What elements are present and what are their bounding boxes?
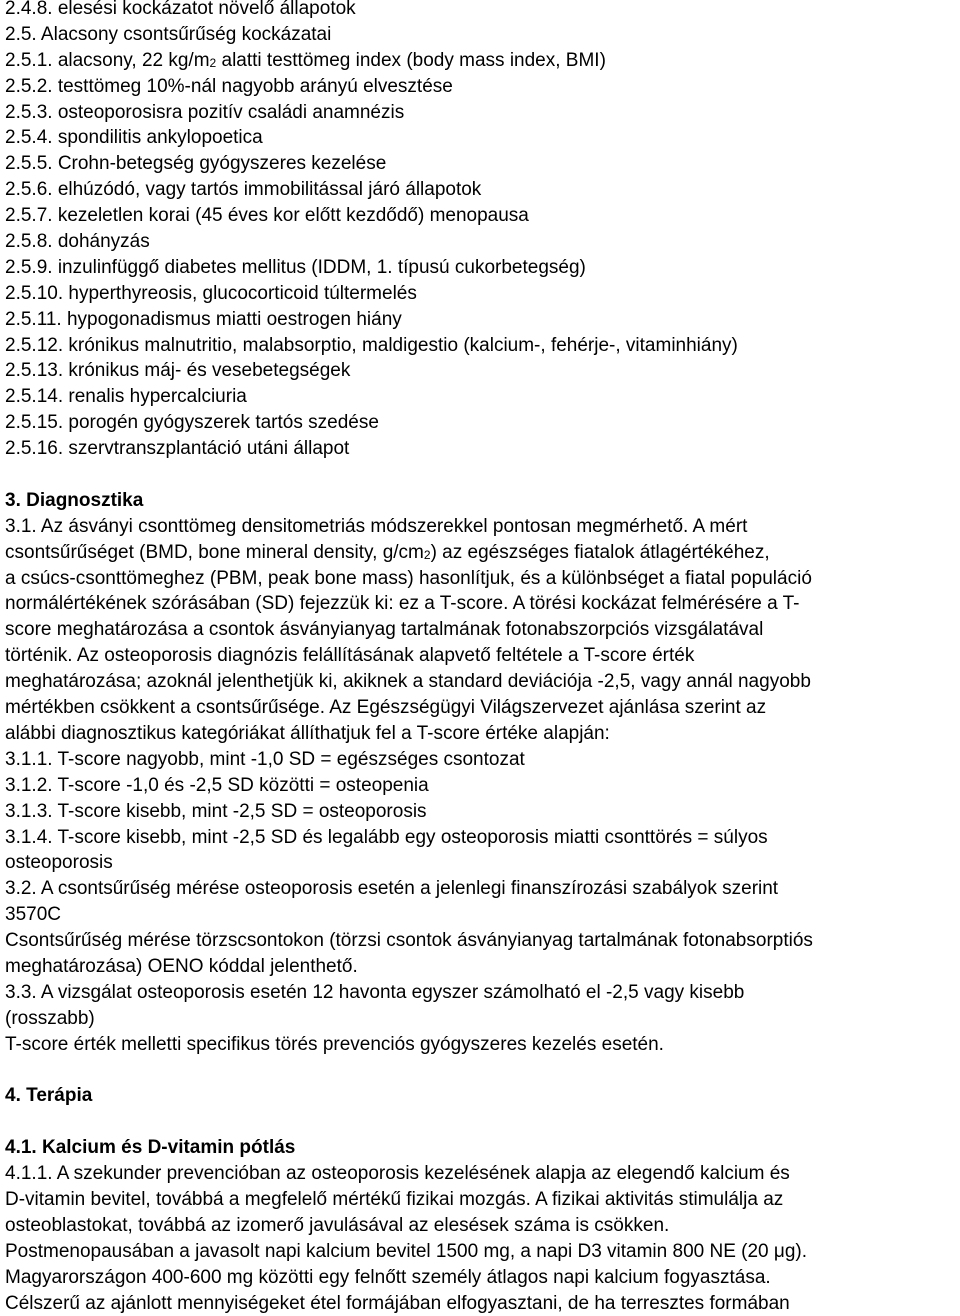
line-text: 2.5. Alacsony csontsűrűség kockázatai (5, 23, 332, 45)
text-line (5, 747, 957, 773)
line-text: (rosszabb) (5, 1007, 95, 1029)
text-line (5, 100, 957, 126)
line-text: 2.5.8. dohányzás (5, 231, 150, 253)
line-text: 3.1.1. T-score nagyobb, mint -1,0 SD = egészséges csontozat (5, 748, 525, 770)
text-line (5, 954, 957, 980)
line-text: 3570C (5, 904, 61, 926)
line-text: alábbi diagnosztikus kategóriákat állíthatjuk fel a T-score értéke alapján: (5, 722, 610, 744)
line-text-continued: alatti testtömeg index (body mass index, BMI) (216, 49, 606, 71)
text-line (5, 125, 957, 151)
text-line (5, 1291, 957, 1316)
text-line (5, 410, 957, 436)
text-line (5, 850, 957, 876)
text-line (5, 333, 957, 359)
text-line (5, 22, 957, 48)
text-line (5, 436, 957, 462)
line-text: 2.5.13. krónikus máj- és vesebetegségek (5, 360, 351, 382)
line-text: score meghatározása a csontok ásványianyag tartalmának fotonabszorpciós vizsgálatával (5, 619, 764, 641)
text-line (5, 566, 957, 592)
line-text: 2.5.3. osteoporosisra pozitív családi anamnézis (5, 101, 405, 123)
text-line (5, 229, 957, 255)
text-line (5, 203, 957, 229)
line-text: osteoblastokat, továbbá az izomerő javulásával az elesések száma is csökken. (5, 1214, 670, 1236)
text-line (5, 876, 957, 902)
text-line (5, 695, 957, 721)
text-line (5, 48, 957, 74)
line-text-continued: ) az egészséges fiatalok átlagértékéhez, (430, 541, 770, 563)
line-text: csontsűrűséget (BMD, bone mineral density, g/cm (5, 541, 424, 563)
line-text: 3.1.2. T-score -1,0 és -2,5 SD közötti = osteopenia (5, 774, 429, 796)
text-line (5, 0, 957, 22)
text-line (5, 1265, 957, 1291)
text-line (5, 980, 957, 1006)
line-text: Csontsűrűség mérése törzscsontokon (törzsi csontok ásványianyag tartalmának fotonabsorptiós (5, 930, 813, 952)
text-line (5, 307, 957, 333)
text-line (5, 721, 957, 747)
subscript-text: 2 (423, 547, 431, 562)
line-text: 3.3. A vizsgálat osteoporosis esetén 12 havonta egyszer számolható el -2,5 vagy kisebb (5, 981, 745, 1003)
text-line (5, 928, 957, 954)
text-line (5, 1239, 957, 1265)
line-text: meghatározása) OENO kóddal jelenthető. (5, 955, 358, 977)
line-text: 2.4.8. elesési kockázatot növelő állapotok (5, 0, 356, 19)
text-line (5, 825, 957, 851)
line-text: 2.5.9. inzulinfüggő diabetes mellitus (IDDM, 1. típusú cukorbetegség) (5, 256, 586, 278)
text-line (5, 74, 957, 100)
line-text: 3.2. A csontsűrűség mérése osteoporosis esetén a jelenlegi finanszírozási szabályok szerint (5, 878, 779, 900)
text-line (5, 591, 957, 617)
line-text: 2.5.14. renalis hypercalciuria (5, 386, 247, 408)
blank-line (5, 1058, 957, 1084)
text-line (5, 358, 957, 384)
text-line (5, 1213, 957, 1239)
line-text: 3. Diagnosztika (5, 489, 144, 511)
line-text: Célszerű az ajánlott mennyiségeket étel formájában elfogyasztani, de ha terresztes formában (5, 1292, 790, 1314)
text-line (5, 773, 957, 799)
document-page (5, 0, 957, 1316)
line-text: 3.1. Az ásványi csonttömeg densitometriás módszerekkel pontosan megmérhető. A mért (5, 515, 748, 537)
text-line (5, 384, 957, 410)
section-heading (5, 488, 957, 514)
text-line (5, 643, 957, 669)
text-line (5, 540, 957, 566)
line-text: 2.5.7. kezeletlen korai (45 éves kor előtt kezdődő) menopausa (5, 205, 529, 227)
line-text: 2.5.15. porogén gyógyszerek tartós szedése (5, 412, 379, 434)
line-text: osteoporosis (5, 852, 113, 874)
line-text: mértékben csökkent a csontsűrűsége. Az Egészségügyi Világszervezet ajánlása szerint az (5, 697, 767, 719)
text-line (5, 514, 957, 540)
line-text: Magyarországon 400-600 mg közötti egy felnőtt személy átlagos napi kalcium fogyasztása. (5, 1266, 771, 1288)
line-text: a csúcs-csonttömeghez (PBM, peak bone mass) hasonlítjuk, és a különbséget a fiatal populáció (5, 567, 812, 589)
line-text: 4.1. Kalcium és D-vitamin pótlás (5, 1137, 296, 1159)
text-line (5, 617, 957, 643)
text-line (5, 902, 957, 928)
line-text: 2.5.2. testtömeg 10%-nál nagyobb arányú elvesztése (5, 75, 453, 97)
line-text: 2.5.16. szervtranszplantáció utáni állapot (5, 438, 350, 460)
line-text: Postmenopausában a javasolt napi kalcium bevitel 1500 mg, a napi D3 vitamin 800 NE (20 μg). (5, 1240, 808, 1262)
line-text: 2.5.5. Crohn-betegség gyógyszeres kezelése (5, 153, 387, 175)
text-line (5, 669, 957, 695)
line-text: 2.5.1. alacsony, 22 kg/m (5, 49, 210, 71)
line-text: 2.5.4. spondilitis ankylopoetica (5, 127, 263, 149)
text-line (5, 1032, 957, 1058)
line-text: 2.5.11. hypogonadismus miatti oestrogen hiány (5, 308, 402, 330)
line-text: történik. Az osteoporosis diagnózis felállításának alapvető feltétele a T-score érték (5, 645, 695, 667)
blank-line (5, 462, 957, 488)
text-line (5, 799, 957, 825)
line-text: D-vitamin bevitel, továbbá a megfelelő mértékű fizikai mozgás. A fizikai aktivitás stimulálja az (5, 1188, 784, 1210)
text-line (5, 1006, 957, 1032)
line-text: T-score érték melletti specifikus törés prevenciós gyógyszeres kezelés esetén. (5, 1033, 664, 1055)
line-text: normálértékének szórásában (SD) fejezzük ki: ez a T-score. A törési kockázat felmérésére a T- (5, 593, 800, 615)
line-text: 4. Terápia (5, 1085, 93, 1107)
text-line (5, 255, 957, 281)
line-text: meghatározása; azoknál jelenthetjük ki, akiknek a standard deviációja -2,5, vagy annál nagyobb (5, 671, 811, 693)
blank-line (5, 1109, 957, 1135)
section-heading (5, 1135, 957, 1161)
line-text: 2.5.10. hyperthyreosis, glucocorticoid túltermelés (5, 282, 417, 304)
section-heading (5, 1083, 957, 1109)
text-line (5, 151, 957, 177)
line-text: 2.5.12. krónikus malnutritio, malabsorptio, maldigestio (kalcium-, fehérje-, vitaminhiány) (5, 334, 738, 356)
line-text: 3.1.4. T-score kisebb, mint -2,5 SD és legalább egy osteoporosis miatti csonttörés = súlyos (5, 826, 768, 848)
line-text: 4.1.1. A szekunder prevencióban az osteoporosis kezelésének alapja az elegendő kalcium és (5, 1163, 790, 1185)
text-line (5, 177, 957, 203)
text-line (5, 1187, 957, 1213)
text-line (5, 281, 957, 307)
line-text: 2.5.6. elhúzódó, vagy tartós immobilitással járó állapotok (5, 179, 482, 201)
line-text: 3.1.3. T-score kisebb, mint -2,5 SD = osteoporosis (5, 800, 427, 822)
subscript-text: 2 (209, 55, 217, 70)
text-line (5, 1161, 957, 1187)
